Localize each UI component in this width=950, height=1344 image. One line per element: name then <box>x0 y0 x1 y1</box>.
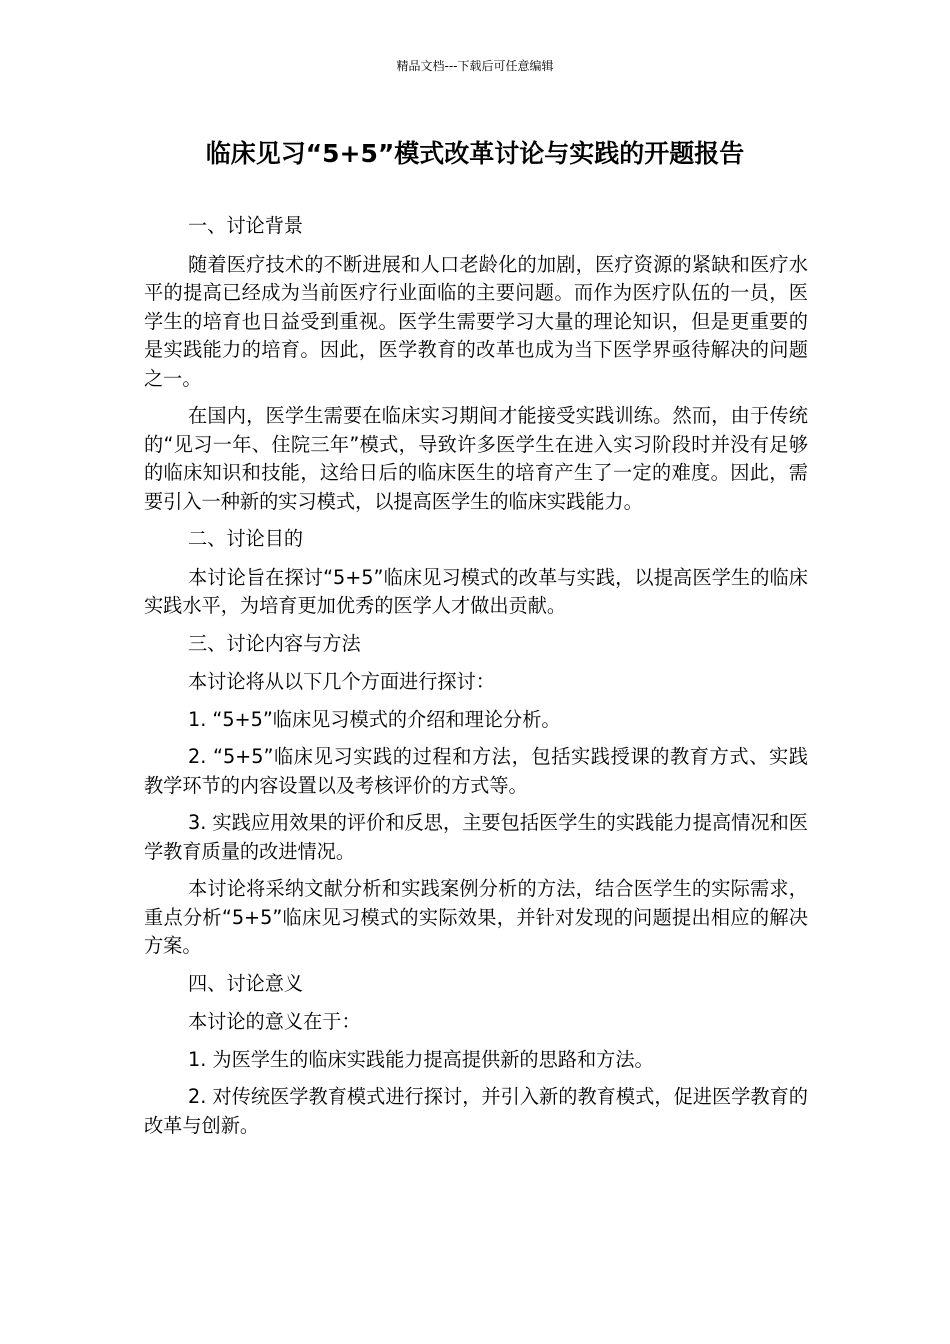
document-title: 临床见习“5+5”模式改革讨论与实践的开题报告 <box>205 139 745 168</box>
paragraph-purpose: 本讨论旨在探讨“5+5”临床见习模式的改革与实践，以提高医学生的临床实践水平，为培育更加优秀的医学人才做出贡献。 <box>144 565 808 617</box>
paragraph-content-intro: 本讨论将从以下几个方面进行探讨： <box>188 670 495 693</box>
paragraph-background-1: 随着医疗技术的不断进展和人口老龄化的加剧，医疗资源的紧缺和医疗水平的提高已经成为当前医疗行业面临的主要问题。而作为医疗队伍的一员，医学生的培育也日益受到重视。医学生需要学习大量的理论知识，但是更重要的是实践能力的培育。因此，医学教育的改革也成为当下医学界亟待解决的问题之一。 <box>144 252 808 390</box>
section-heading-significance: 四、讨论意义 <box>188 971 304 995</box>
paragraph-significance-intro: 本讨论的意义在于： <box>188 1010 361 1033</box>
paragraph-method: 本讨论将采纳文献分析和实践案例分析的方法，结合医学生的实际需求，重点分析“5+5”临床见习模式的实际效果，并针对发现的问题提出相应的解决方案。 <box>144 877 808 957</box>
list-item-content-2: 2. “5+5”临床见习实践的过程和方法，包括实践授课的教育方式、实践教学环节的内容设置以及考核评价的方式等。 <box>144 745 808 797</box>
list-item-significance-1: 1. 为医学生的临床实践能力提高提供新的思路和方法。 <box>188 1047 654 1071</box>
section-heading-purpose: 二、讨论目的 <box>188 527 304 550</box>
page-header-watermark: 精品文档---下载后可任意编辑 <box>396 59 554 73</box>
list-item-content-3: 3. 实践应用效果的评价和反思，主要包括医学生的实践能力提高情况和医学教育质量的改进情况。 <box>144 811 808 863</box>
list-item-content-1: 1. “5+5”临床见习模式的介绍和理论分析。 <box>188 707 561 731</box>
list-item-significance-2: 2. 对传统医学教育模式进行探讨，并引入新的教育模式，促进医学教育的改革与创新。 <box>144 1085 808 1137</box>
document-body <box>144 212 808 1149</box>
section-heading-background: 一、讨论背景 <box>188 214 304 237</box>
section-heading-content-method: 三、讨论内容与方法 <box>188 631 361 655</box>
paragraph-background-2: 在国内，医学生需要在临床实习期间才能接受实践训练。然而，由于传统的“见习一年、住院三年”模式，导致许多医学生在进入实习阶段时并没有足够的临床知识和技能，这给日后的临床医生的培育产生了一定的难度。因此，需要引入一种新的实习模式，以提高医学生的临床实践能力。 <box>144 404 808 513</box>
